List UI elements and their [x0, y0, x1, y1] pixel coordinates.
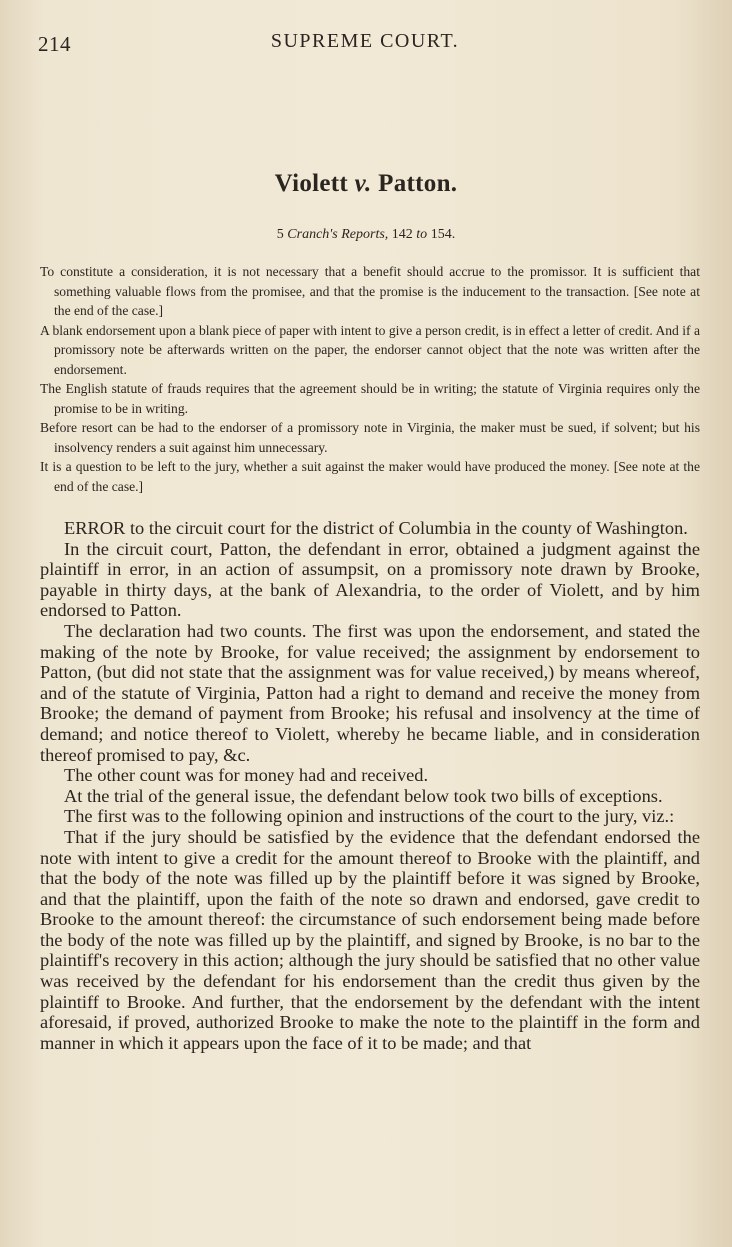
- headnote: It is a question to be left to the jury, whether a suit against the maker would have produced the money. [See note at the end of the case.]: [40, 459, 700, 494]
- headnote: A blank endorsement upon a blank piece of paper with intent to give a person credit, is in effect a letter of credit. And if a promissory note be afterwards written on the paper, the endorser cannot object that the note was written after the endorsement.: [40, 322, 700, 377]
- citation-end: 154.: [430, 227, 456, 242]
- case-citation: [0, 227, 732, 243]
- opening-paragraph: [40, 518, 700, 539]
- headnote: Before resort can be had to the endorser of a promissory note in Virginia, the maker must be sued, if solvent; but his insolvency renders a suit against him unnecessary.: [40, 420, 700, 455]
- case-party-right: Patton.: [378, 170, 458, 197]
- body-paragraph: That if the jury should be satisfied by the evidence that the defendant endorsed the note with intent to give a credit for the amount thereof to Brooke with the plaintiff, and that the body of the note was filled up by the plaintiff before it was signed by Brooke, and that the plaintiff, upon the faith of the note so drawn and endorsed, gave credit to Brooke to the amount thereof: the circumstance of such endorsement being made before the body of the note was filled up by the plaintiff, and signed by Brooke, is no bar to the plaintiff's recovery in this action; although the jury should be satisfied that no other value was received by the defendant for his endorsement than the credit thus given by the plaintiff to Brooke. And further, that the endorsement by the defendant with the intent aforesaid, if proved, authorized Brooke to make the note to the plaintiff in the form and manner in which it appears upon the face of it to be made; and that: [40, 826, 700, 1053]
- headnote: To constitute a consideration, it is not necessary that a benefit should accrue to the promissor. It is sufficient that something valuable flows from the promisee, and that the promise is the inducement to the transaction. [See note at the end of the case.]: [40, 264, 700, 318]
- citation-reporter: Cranch's Reports,: [287, 227, 389, 242]
- citation-volume: 5: [276, 227, 284, 242]
- page-number: 214: [38, 32, 71, 56]
- headnotes: [40, 262, 700, 496]
- opening-word: ERROR: [64, 518, 126, 538]
- body-paragraph: At the trial of the general issue, the defendant below took two bills of exceptions.: [64, 785, 663, 806]
- running-head: SUPREME COURT.: [270, 30, 460, 52]
- citation-start: 142: [391, 227, 413, 242]
- body-paragraph: The declaration had two counts. The first was upon the endorsement, and stated the making of the note by Brooke, for value received; the assignment by endorsement to Patton, (but did not state that the assignment was for value received,) by means whereof, and of the statute of Virginia, Patton had a right to demand and receive the money from Brooke; the demand of payment from Brooke; his refusal and insolvency at the time of demand; and notice thereof to Violett, whereby he became liable, and in consideration thereof promised to pay, &c.: [40, 620, 700, 765]
- body-paragraph: The first was to the following opinion and instructions of the court to the jury, viz.:: [64, 806, 675, 827]
- body-paragraph: The other count was for money had and received.: [64, 765, 429, 786]
- opening-text: to the circuit court for the district of Columbia in the county of Washington.: [129, 518, 688, 538]
- case-title: [0, 170, 732, 198]
- case-versus: v.: [354, 170, 372, 197]
- page-header: [38, 30, 692, 60]
- body-paragraph: In the circuit court, Patton, the defendant in error, obtained a judgment against the plaintiff in error, in an action of assumpsit, on a promissory note drawn by Brooke, payable in thirty days, at the bank of Alexandria, to the order of Violett, and by him endorsed to Patton.: [40, 538, 700, 621]
- headnote: The English statute of frauds requires that the agreement should be in writing; the statute of Virginia requires only the promise to be in writing.: [40, 381, 700, 416]
- citation-to: to: [416, 227, 428, 242]
- opinion-body: [40, 518, 700, 1053]
- case-party-left: Violett: [274, 170, 349, 197]
